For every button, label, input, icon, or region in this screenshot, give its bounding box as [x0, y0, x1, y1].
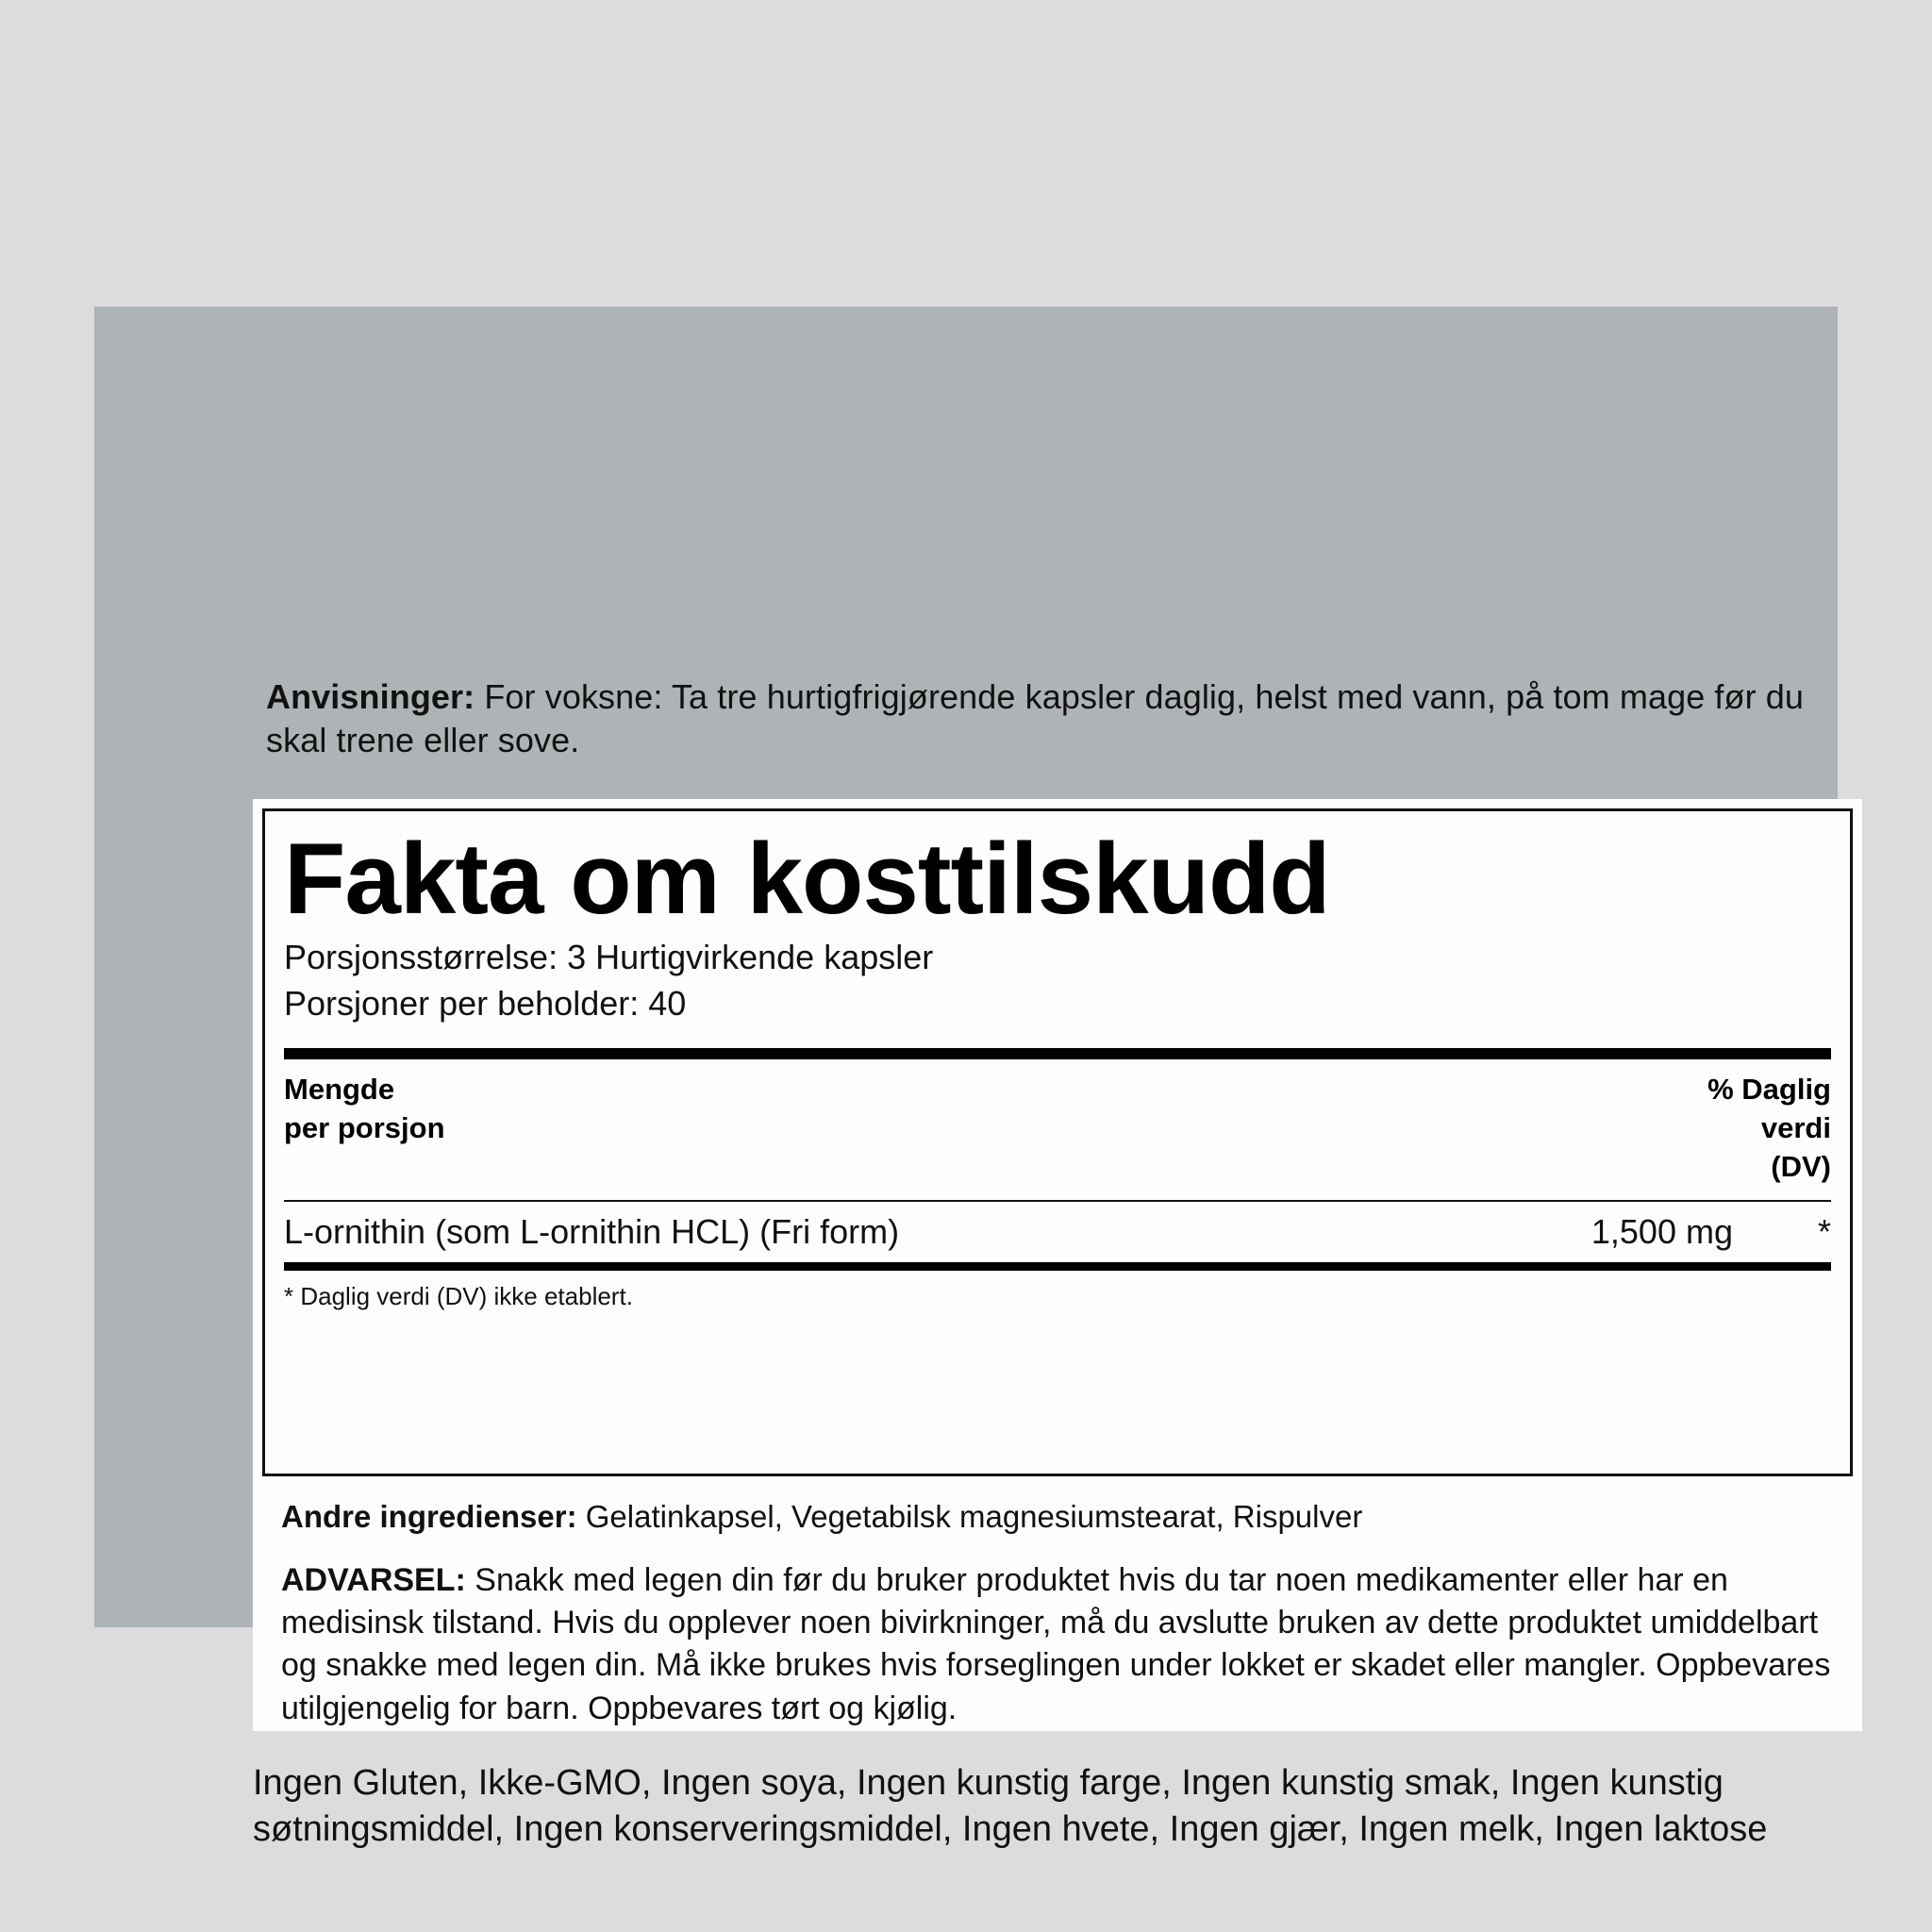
dv-header-line1: % Daglig [1707, 1072, 1831, 1106]
nutrient-amount: 1,500 mg [1591, 1211, 1733, 1251]
amount-per-serving-header [284, 1071, 445, 1148]
other-ingredients-text: Gelatinkapsel, Vegetabilsk magnesiumstearat, Rispulver [576, 1499, 1363, 1534]
table-row [284, 1202, 1831, 1262]
divider-thick-top [284, 1048, 1831, 1059]
dv-header-line3: (DV) [1771, 1149, 1831, 1183]
supplement-facts-box [262, 808, 1853, 1476]
nutrient-name: L-ornithin (som L-ornithin HCL) (Fri form) [284, 1211, 900, 1251]
facts-table-header-row [284, 1059, 1831, 1200]
serving-size-line: Porsjonsstørrelse: 3 Hurtigvirkende kapsler [284, 938, 934, 976]
product-label-panel [94, 307, 1838, 1850]
free-from-claims: Ingen Gluten, Ikke-GMO, Ingen soya, Ingen kunstig farge, Ingen kunstig smak, Ingen kunstig søtningsmiddel, Ingen konserveringsmiddel, Ingen hvete, Ingen gjær, Ingen melk, Ingen laktose [253, 1763, 1768, 1850]
amount-header-line1: Mengde [284, 1072, 395, 1106]
servings-per-container-line: Porsjoner per beholder: 40 [284, 983, 687, 1023]
warning-label: ADVARSEL: [281, 1562, 466, 1598]
warning-text: Snakk med legen din før du bruker produktet hvis du tar noen medikamenter eller har en medisinsk tilstand. Hvis du opplever noen bivirkninger, må du avslutte bruken av dette produktet umiddelbart og snakke med legen din. Må ikke brukes hvis forseglingen under lokket er skadet eller mangler. Oppbevares utilgjengelig for barn. Oppbevares tørt og kjølig. [281, 1562, 1831, 1726]
dv-header-line2: verdi [1760, 1110, 1831, 1144]
amount-header-line2: per porsjon [284, 1110, 445, 1144]
warning-paragraph [262, 1559, 1853, 1730]
nutrient-daily-value: * [1817, 1211, 1831, 1251]
divider-thick-bottom [284, 1262, 1831, 1271]
directions-text: For voksne: Ta tre hurtigfrigjørende kapsler daglig, helst med vann, på tom mage før du skal trene eller sove. [266, 677, 1805, 760]
supplement-facts-card [253, 799, 1862, 1731]
directions-label: Anvisninger: [266, 677, 475, 716]
supplement-facts-title: Fakta om kosttilskudd [284, 822, 1330, 935]
directions-paragraph [266, 675, 1857, 762]
other-ingredients-label: Andre ingredienser: [281, 1499, 577, 1534]
other-ingredients-paragraph [262, 1497, 1853, 1538]
daily-value-header [1707, 1071, 1831, 1187]
daily-value-footnote: * Daglig verdi (DV) ikke etablert. [284, 1281, 633, 1310]
